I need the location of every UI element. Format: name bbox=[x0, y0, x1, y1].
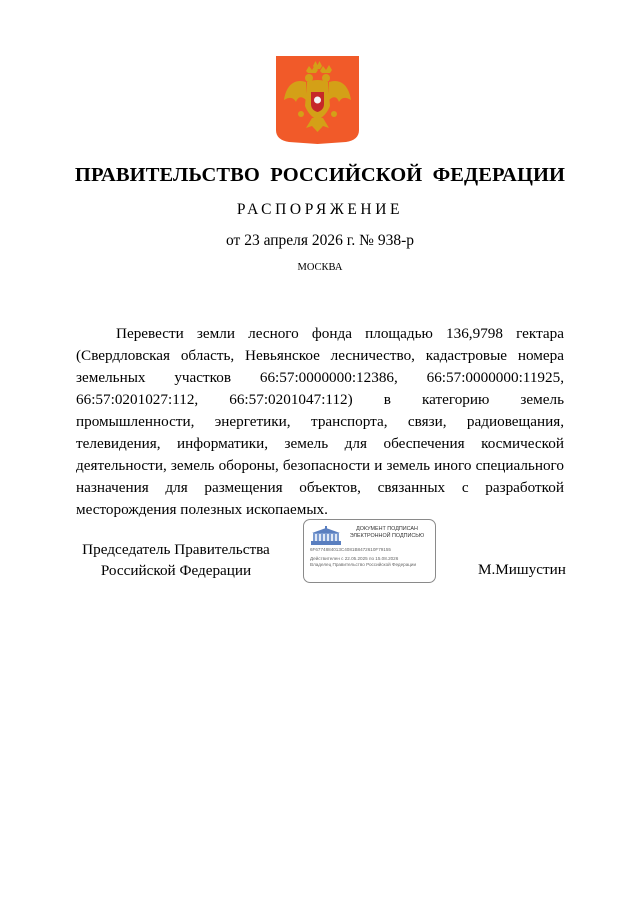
signer-name: М.Мишустин bbox=[478, 561, 566, 578]
stamp-certificate-number: 6F6774884013C4081B8472610F79155 bbox=[310, 547, 391, 552]
stamp-heading-line-1: ДОКУМЕНТ ПОДПИСАН bbox=[356, 526, 418, 532]
stamp-validity-period: Действителен с 22.05.2025 по 15.08.2026 bbox=[310, 556, 399, 561]
document-type: РАСПОРЯЖЕНИЕ bbox=[236, 201, 404, 218]
stamp-heading bbox=[340, 526, 434, 540]
order-text: Перевести земли лесного фонда площадью 136,9798 гектара (Свердловская область, Невьянское лесничество, кадастровые номера земельных участков 66:57:0000000:12386, 66:57:0000000:11925, 66:57:0201027:112, 66:57:0201047:112) в категорию земель промышленности, энергетики, транспорта, связи, радиовещания, телевидения, информатики, земель для обеспечения космической деятельности, земель обороны, безопасности и земель иного специального назначения для размещения объектов, связанных с разработкой месторождения полезных ископаемых. bbox=[76, 325, 564, 518]
stamp-heading-line-2: ЭЛЕКТРОННОЙ ПОДПИСЬЮ bbox=[349, 533, 425, 539]
government-building-icon bbox=[309, 526, 343, 546]
signer-position-line-2: Российской Федерации bbox=[100, 561, 252, 579]
signer-position bbox=[76, 540, 276, 581]
document-city: МОСКВА bbox=[297, 262, 343, 273]
stamp-owner: Владелец Правительство Российской Федерации bbox=[310, 562, 417, 567]
document-date-number: от 23 апреля 2026 г. № 938-р bbox=[226, 232, 414, 249]
government-title: ПРАВИТЕЛЬСТВО РОССИЙСКОЙ ФЕДЕРАЦИИ bbox=[74, 164, 566, 186]
electronic-signature-stamp bbox=[303, 519, 436, 583]
signer-position-line-1: Председатель Правительства bbox=[82, 541, 270, 558]
coat-of-arms-icon bbox=[276, 56, 359, 144]
